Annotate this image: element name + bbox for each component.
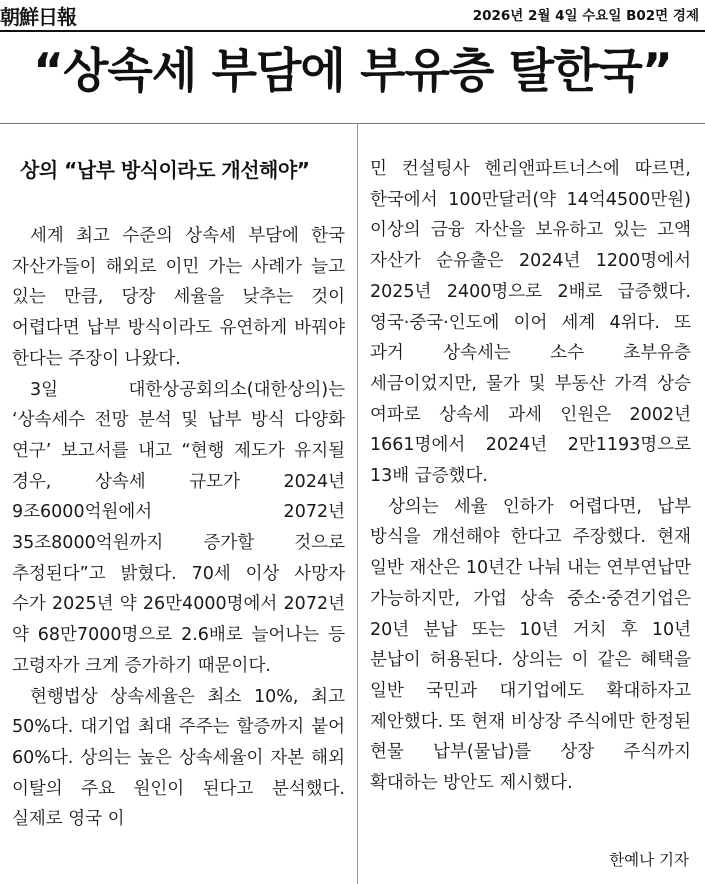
- column-divider: [357, 124, 358, 884]
- paragraph: 세계 최고 수준의 상속세 부담에 한국 자산가들이 해외로 이민 가는 사례가 늘고 있는 만큼, 당장 세율을 낮추는 것이 어렵다면 납부 방식이라도 유연하게 바꿔야 한다는 주장이 나왔다.: [12, 226, 345, 369]
- top-rule: [0, 30, 705, 32]
- paragraph: 민 컨설팅사 헨리앤파트너스에 따르면, 한국에서 100만달러(약 14억4500만원) 이상의 금융 자산을 보유하고 있는 고액 자산가 순유출은 2024년 1200명에서 2025년 2400명으로 2배로 급증했다. 영국·중국·인도에 이어 세계 4위다. 또 과거 상속세는 소수 초부유층 세금이었지만, 물가 및 부동산 가격 상승 여파로 상속세 과세 인원은 2002년 1661명에서 2024년 2만1193명으로 13배 급증했다.: [370, 159, 691, 487]
- paragraph: 상의는 세율 인하가 어렵다면, 납부 방식을 개선해야 한다고 주장했다. 현재 일반 재산은 10년간 나눠 내는 연부연납만 가능하지만, 가업 상속 중소·중견기업은 20년 분납 또는 10년 거치 후 10년 분납이 허용된다. 상의는 이 같은 혜택을 일반 국민과 대기업에도 확대하자고 제안했다. 또 현재 비상장 주식에만 한정된 현물 납부(물납)를 상장 주식까지 확대하는 방안도 제시했다.: [370, 496, 691, 794]
- subheadline: 상의 “납부 방식이라도 개선해야”: [20, 158, 310, 182]
- masthead: [0, 0, 705, 30]
- left-column: [12, 221, 345, 835]
- paragraph: 3일 대한상공회의소(대한상의)는 ‘상속세수 전망 분석 및 납부 방식 다양화 연구’ 보고서를 내고 “현행 제도가 유지될 경우, 상속세 규모가 2024년 9조6000억원에서 2072년 35조8000억원까지 증가할 것으로 추정된다”고 밝혔다. 70세 이상 사망자 수가 2025년 약 26만4000명에서 2072년 약 68만7000명으로 2.6배로 늘어나는 등 고령자가 크게 증가하기 때문이다.: [12, 379, 345, 676]
- headline-rule: [0, 123, 705, 124]
- paragraph: 현행법상 상속세율은 최소 10%, 최고 50%다. 대기업 최대 주주는 할증까지 붙어 60%다. 상의는 높은 상속세율이 자본 해외 이탈의 주요 원인이 된다고 분석했다. 실제로 영국 이: [12, 686, 345, 830]
- byline: 한예나 기자: [609, 851, 689, 869]
- dateline: 2026년 2월 4일 수요일 B02면 경제: [472, 8, 699, 24]
- newspaper-logo: 朝鮮日報: [0, 5, 76, 29]
- right-column: [370, 154, 691, 799]
- headline: “상속세 부담에 부유층 탈한국”: [33, 44, 672, 99]
